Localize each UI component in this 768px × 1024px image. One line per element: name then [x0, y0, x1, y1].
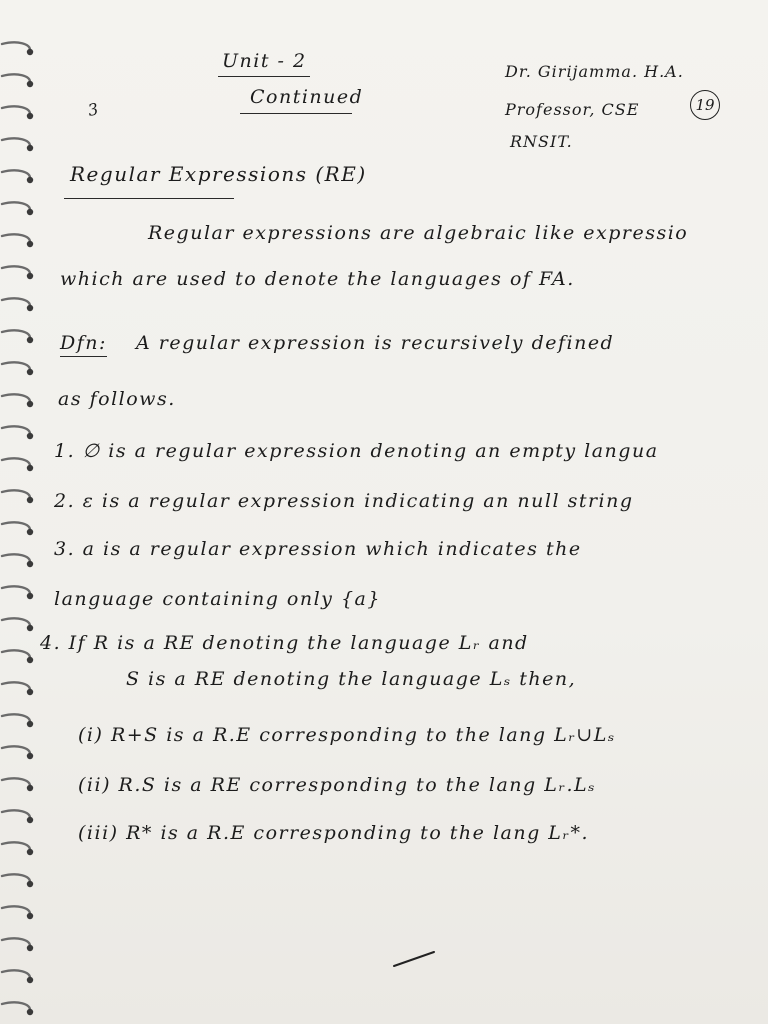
- definition-label: [60, 332, 107, 354]
- spiral-ring: [2, 266, 33, 279]
- intro-line-2: which are used to denote the languages of FA.: [60, 268, 575, 290]
- unit-title: Unit - 2: [222, 50, 307, 72]
- spiral-ring: [2, 106, 33, 119]
- definition-label-text: Dfn:: [60, 332, 107, 357]
- spiral-ring: [2, 330, 33, 343]
- spiral-ring: [2, 170, 33, 183]
- item-2: 2. ε is a regular expression indicating an null string: [54, 490, 634, 512]
- spiral-ring: [2, 394, 33, 407]
- heading-underline: [64, 198, 234, 199]
- margin-number: 3: [86, 99, 102, 120]
- spiral-ring: [2, 202, 33, 215]
- spiral-ring: [2, 746, 33, 759]
- spiral-ring: [2, 682, 33, 695]
- pen-stroke-mark: [392, 948, 438, 970]
- page-number-badge: 19: [690, 90, 720, 120]
- spiral-ring: [2, 970, 33, 983]
- intro-line-1: Regular expressions are algebraic like expressio: [148, 222, 689, 244]
- spiral-ring: [2, 906, 33, 919]
- author-role: Professor, CSE: [505, 100, 640, 119]
- spiral-ring: [2, 74, 33, 87]
- subitem-concatenation: (ii) R.S is a RE corresponding to the lang Lᵣ.Lₛ: [78, 774, 597, 796]
- subitem-union: (i) R+S is a R.E corresponding to the lang Lᵣ∪Lₛ: [78, 724, 616, 746]
- spiral-ring: [2, 810, 33, 823]
- item-1: 1. ∅ is a regular expression denoting an empty langua: [54, 440, 659, 462]
- spiral-ring: [2, 458, 33, 471]
- spiral-ring: [2, 874, 33, 887]
- unit-underline: [218, 76, 310, 77]
- spiral-ring: [2, 938, 33, 951]
- definition-line-2: as follows.: [58, 388, 176, 410]
- institution: RNSIT.: [510, 132, 573, 151]
- spiral-ring: [2, 234, 33, 247]
- author-name: Dr. Girijamma. H.A.: [505, 62, 684, 81]
- spiral-ring: [2, 490, 33, 503]
- spiral-ring: [2, 42, 33, 55]
- item-3: 3. a is a regular expression which indicates the: [54, 538, 582, 560]
- spiral-ring: [2, 426, 33, 439]
- spiral-ring: [2, 522, 33, 535]
- item-4-continued: S is a RE denoting the language Lₛ then,: [126, 668, 577, 690]
- spiral-ring: [2, 554, 33, 567]
- spiral-ring: [2, 842, 33, 855]
- spiral-ring: [2, 778, 33, 791]
- spiral-ring: [2, 138, 33, 151]
- subitem-closure: (iii) R* is a R.E corresponding to the lang Lᵣ*.: [78, 822, 590, 844]
- item-4: 4. If R is a RE denoting the language Lᵣ and: [40, 632, 529, 654]
- spiral-ring: [2, 298, 33, 311]
- spiral-ring: [2, 618, 33, 631]
- spiral-ring: [2, 650, 33, 663]
- spiral-ring: [2, 586, 33, 599]
- continued-label: Continued: [250, 86, 364, 108]
- item-3-continued: language containing only {a}: [54, 588, 381, 610]
- continued-underline: [240, 113, 352, 114]
- spiral-ring: [2, 362, 33, 375]
- spiral-ring: [2, 1002, 33, 1015]
- definition-line-1: A regular expression is recursively defined: [136, 332, 615, 354]
- section-heading: Regular Expressions (RE): [70, 162, 367, 186]
- spiral-ring: [2, 714, 33, 727]
- spiral-binding: [0, 0, 48, 1024]
